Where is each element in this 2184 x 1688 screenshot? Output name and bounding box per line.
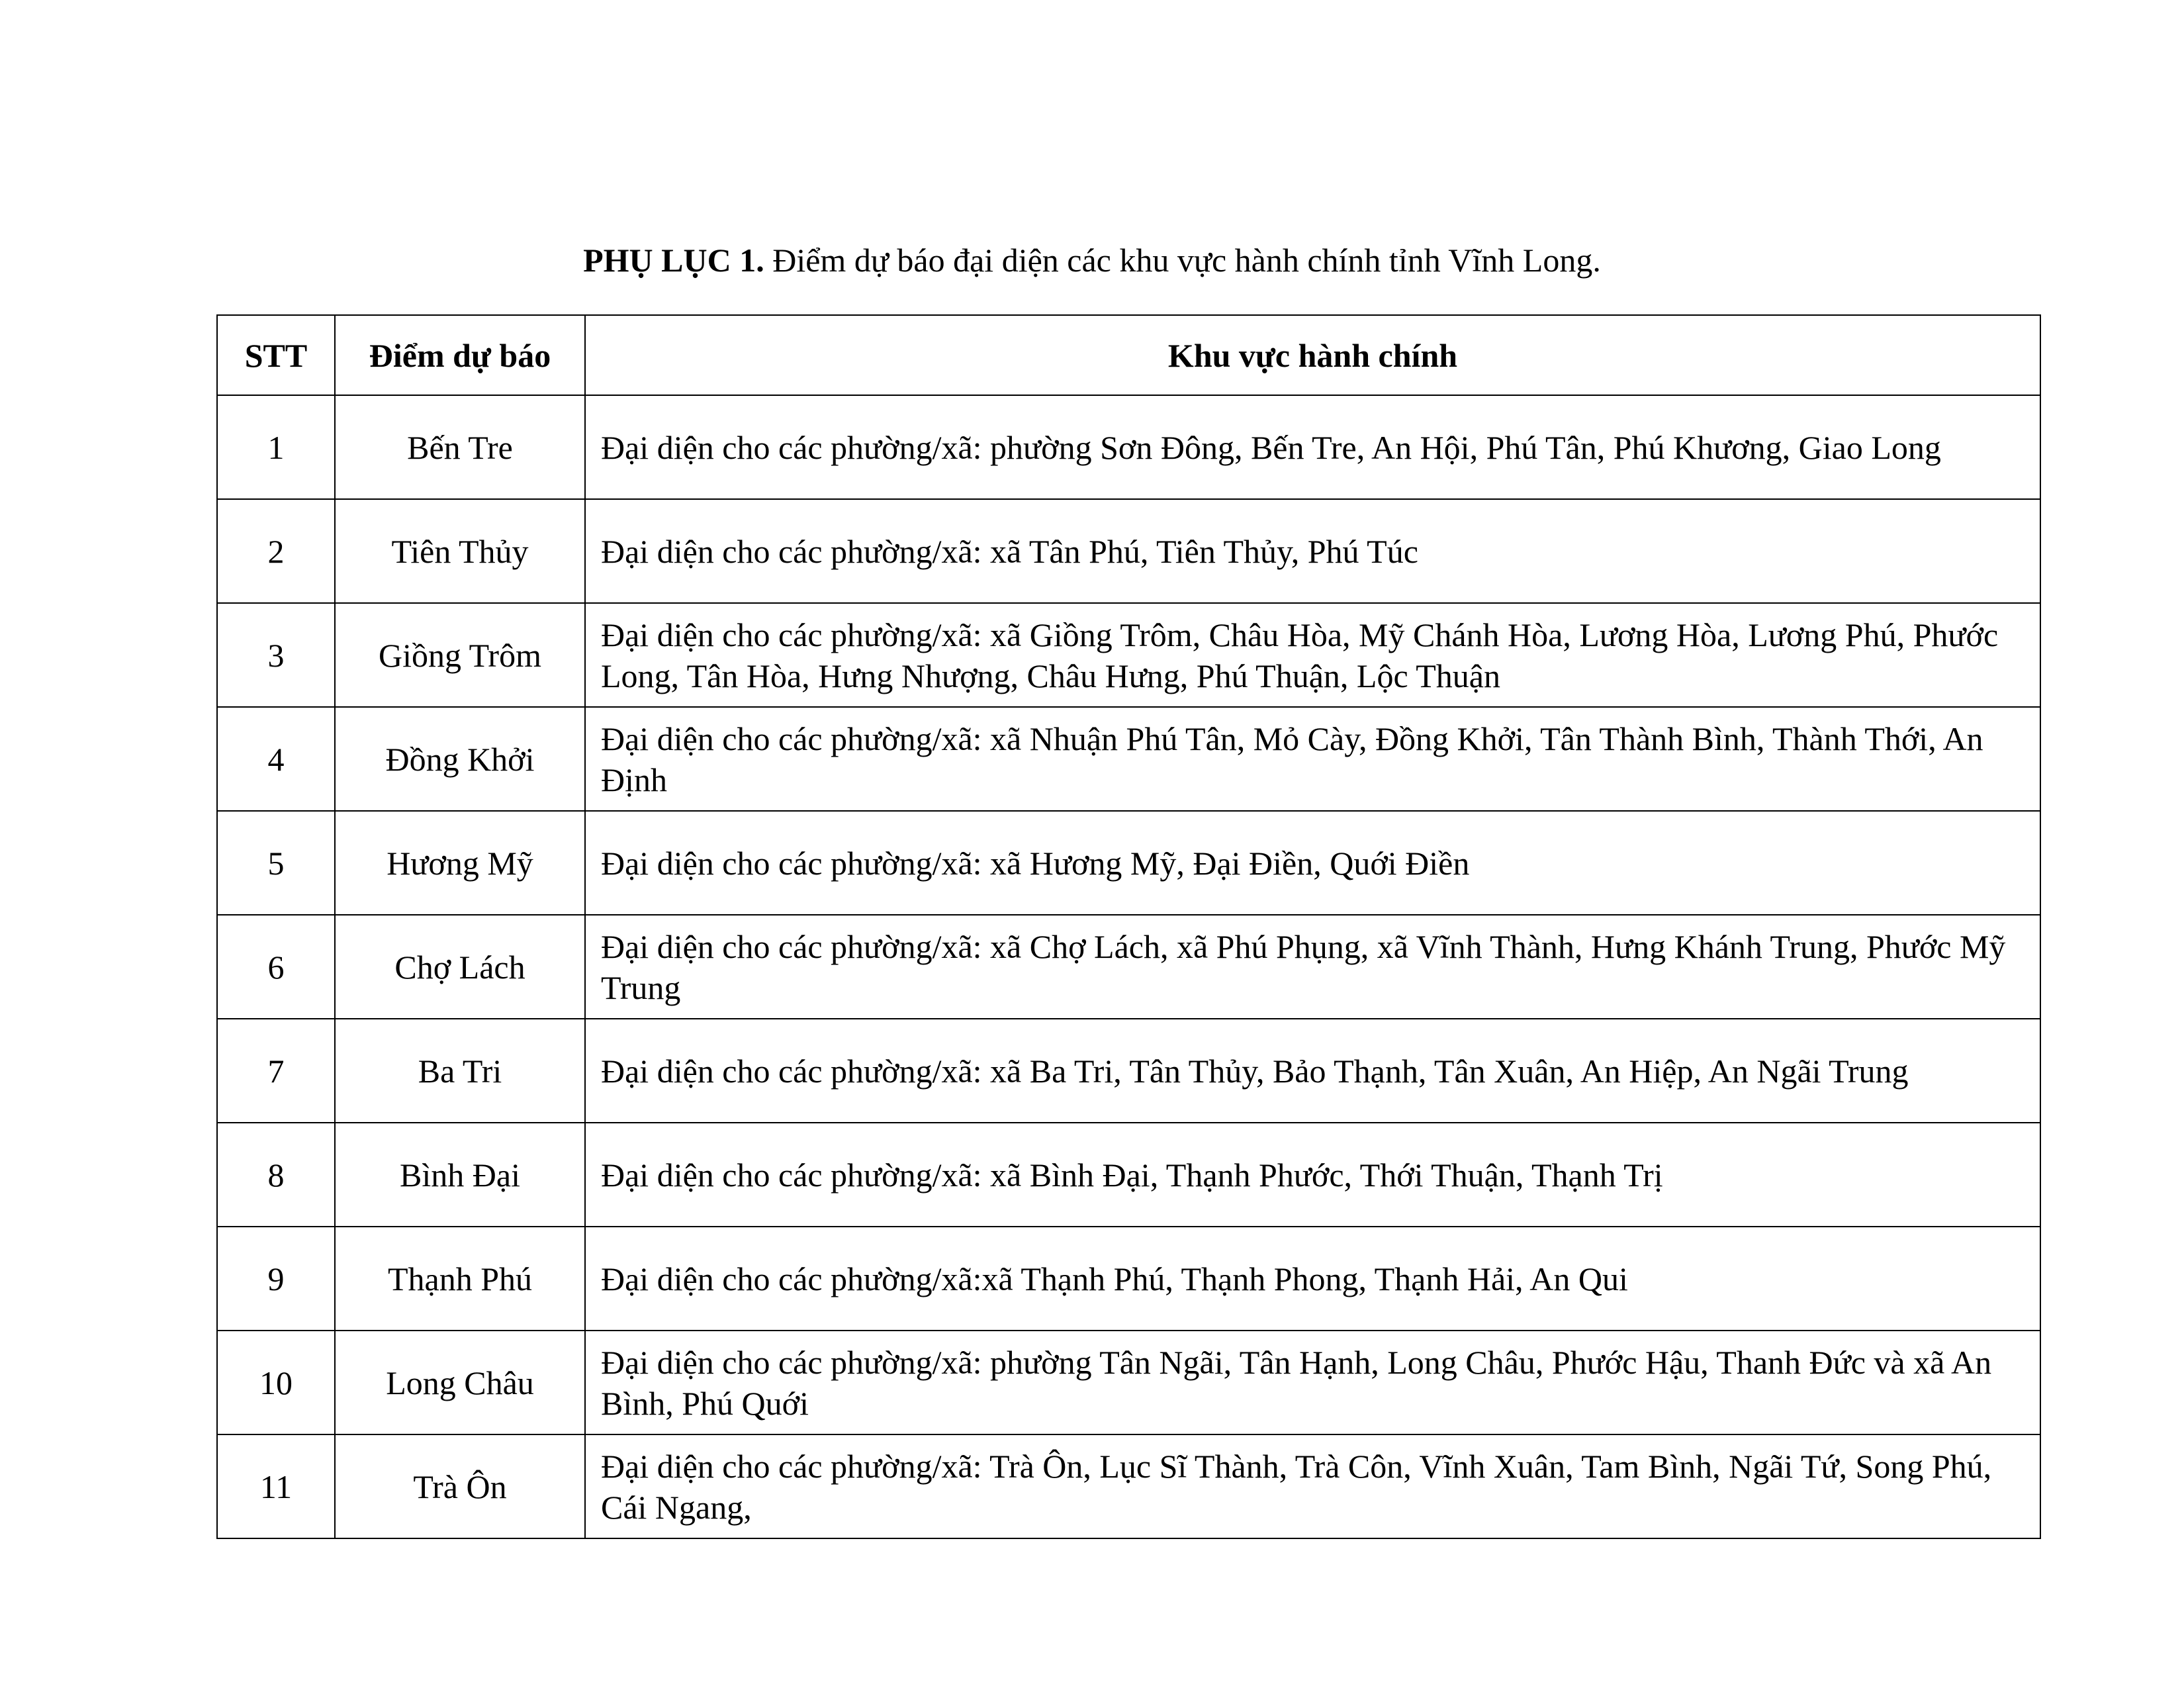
cell-forecast-point: Trà Ôn bbox=[335, 1434, 585, 1538]
header-stt: STT bbox=[217, 315, 335, 395]
table-row bbox=[217, 395, 2040, 499]
table-row bbox=[217, 1331, 2040, 1434]
table-row bbox=[217, 1434, 2040, 1538]
table-row bbox=[217, 811, 2040, 915]
cell-administrative-area: Đại diện cho các phường/xã: phường Tân Ngãi, Tân Hạnh, Long Châu, Phước Hậu, Thanh Đức và xã An Bình, Phú Quới bbox=[585, 1331, 2040, 1434]
cell-forecast-point: Tiên Thủy bbox=[335, 499, 585, 603]
page-title bbox=[0, 237, 2184, 283]
table-row bbox=[217, 915, 2040, 1019]
cell-stt: 11 bbox=[217, 1434, 335, 1538]
table-row bbox=[217, 1019, 2040, 1123]
cell-stt: 10 bbox=[217, 1331, 335, 1434]
cell-stt: 9 bbox=[217, 1227, 335, 1331]
cell-stt: 4 bbox=[217, 707, 335, 811]
cell-stt: 2 bbox=[217, 499, 335, 603]
forecast-points-table bbox=[216, 314, 2041, 1539]
cell-administrative-area: Đại diện cho các phường/xã:xã Thạnh Phú, Thạnh Phong, Thạnh Hải, An Qui bbox=[585, 1227, 2040, 1331]
cell-administrative-area: Đại diện cho các phường/xã: xã Giồng Trôm, Châu Hòa, Mỹ Chánh Hòa, Lương Hòa, Lương Phú, Phước Long, Tân Hòa, Hưng Nhượng, Châu Hưng, Phú Thuận, Lộc Thuận bbox=[585, 603, 2040, 707]
cell-administrative-area: Đại diện cho các phường/xã: Trà Ôn, Lục Sĩ Thành, Trà Côn, Vĩnh Xuân, Tam Bình, Ngãi Tứ, Song Phú, Cái Ngang, bbox=[585, 1434, 2040, 1538]
table-row bbox=[217, 1227, 2040, 1331]
cell-forecast-point: Giồng Trôm bbox=[335, 603, 585, 707]
table-row bbox=[217, 1123, 2040, 1227]
table-header-row bbox=[217, 315, 2040, 395]
cell-administrative-area: Đại diện cho các phường/xã: xã Bình Đại, Thạnh Phước, Thới Thuận, Thạnh Trị bbox=[585, 1123, 2040, 1227]
cell-administrative-area: Đại diện cho các phường/xã: xã Chợ Lách, xã Phú Phụng, xã Vĩnh Thành, Hưng Khánh Trung, Phước Mỹ Trung bbox=[585, 915, 2040, 1019]
cell-forecast-point: Bình Đại bbox=[335, 1123, 585, 1227]
cell-forecast-point: Chợ Lách bbox=[335, 915, 585, 1019]
cell-stt: 8 bbox=[217, 1123, 335, 1227]
cell-stt: 7 bbox=[217, 1019, 335, 1123]
appendix-description: Điểm dự báo đại diện các khu vực hành chính tỉnh Vĩnh Long. bbox=[764, 242, 1601, 279]
cell-administrative-area: Đại diện cho các phường/xã: xã Hương Mỹ, Đại Điền, Quới Điền bbox=[585, 811, 2040, 915]
appendix-label: PHỤ LỤC 1. bbox=[583, 242, 764, 279]
cell-stt: 5 bbox=[217, 811, 335, 915]
cell-forecast-point: Ba Tri bbox=[335, 1019, 585, 1123]
cell-forecast-point: Bến Tre bbox=[335, 395, 585, 499]
header-administrative-area: Khu vực hành chính bbox=[585, 315, 2040, 395]
cell-administrative-area: Đại diện cho các phường/xã: xã Ba Tri, Tân Thủy, Bảo Thạnh, Tân Xuân, An Hiệp, An Ngãi Trung bbox=[585, 1019, 2040, 1123]
cell-administrative-area: Đại diện cho các phường/xã: xã Nhuận Phú Tân, Mỏ Cày, Đồng Khởi, Tân Thành Bình, Thành Thới, An Định bbox=[585, 707, 2040, 811]
cell-stt: 1 bbox=[217, 395, 335, 499]
cell-forecast-point: Hương Mỹ bbox=[335, 811, 585, 915]
cell-stt: 3 bbox=[217, 603, 335, 707]
header-forecast-point: Điểm dự báo bbox=[335, 315, 585, 395]
table-row bbox=[217, 499, 2040, 603]
cell-administrative-area: Đại diện cho các phường/xã: xã Tân Phú, Tiên Thủy, Phú Túc bbox=[585, 499, 2040, 603]
cell-forecast-point: Long Châu bbox=[335, 1331, 585, 1434]
cell-forecast-point: Thạnh Phú bbox=[335, 1227, 585, 1331]
cell-administrative-area: Đại diện cho các phường/xã: phường Sơn Đông, Bến Tre, An Hội, Phú Tân, Phú Khương, Giao Long bbox=[585, 395, 2040, 499]
table-row bbox=[217, 603, 2040, 707]
table-row bbox=[217, 707, 2040, 811]
cell-forecast-point: Đồng Khởi bbox=[335, 707, 585, 811]
cell-stt: 6 bbox=[217, 915, 335, 1019]
